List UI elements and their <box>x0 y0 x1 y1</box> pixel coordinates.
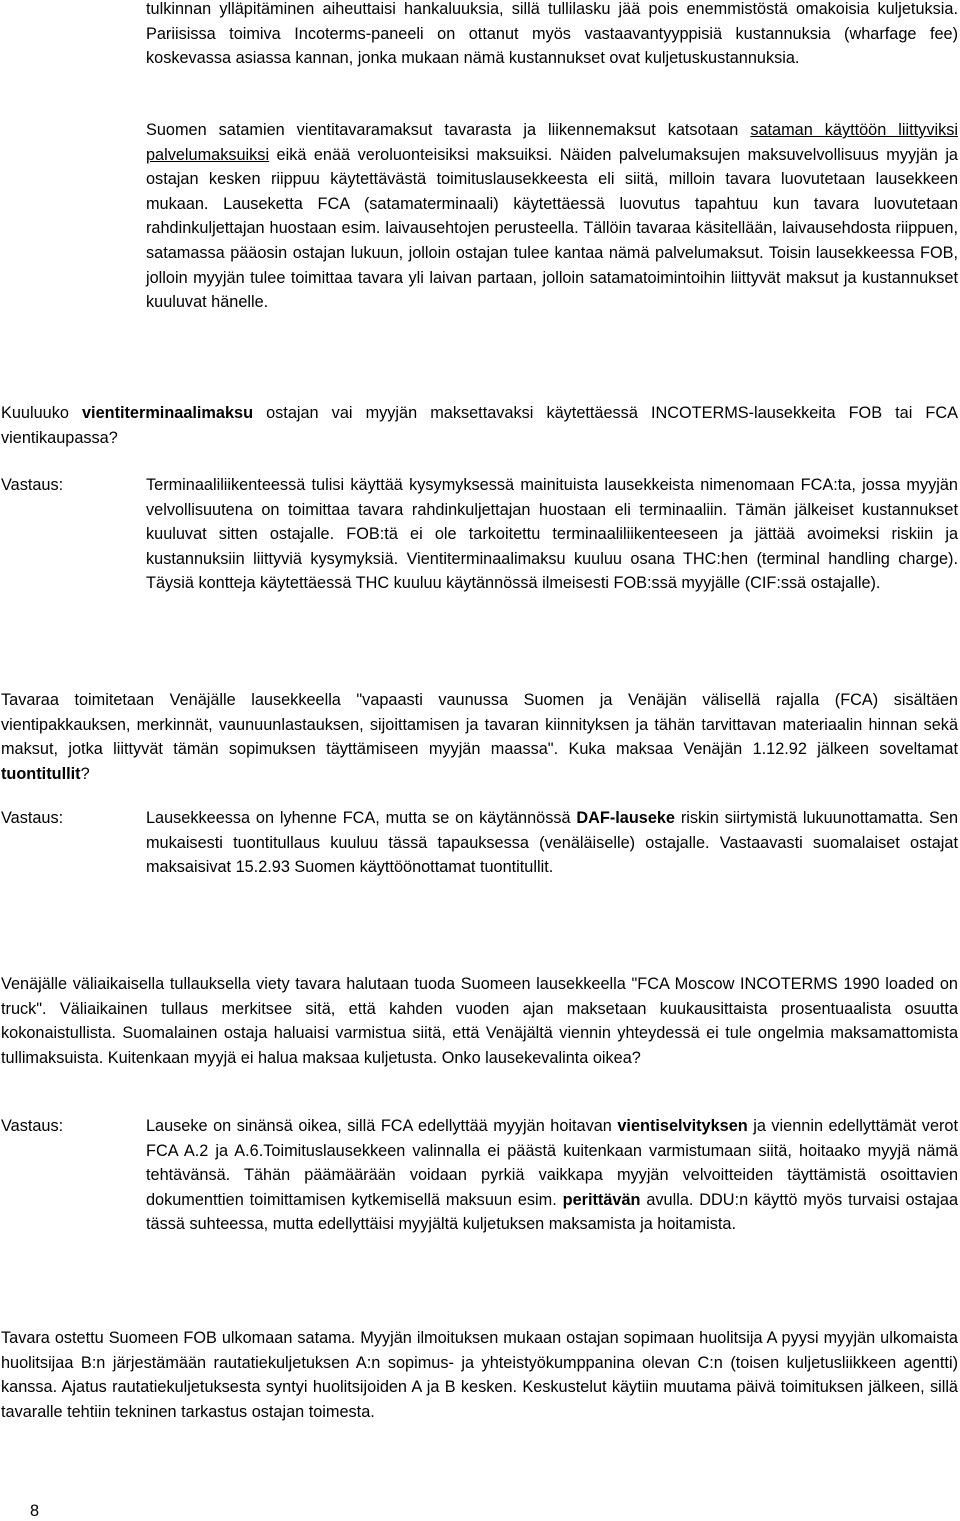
answer-1-text: Terminaaliliikenteessä tulisi käyttää kysymyksessä mainituista lausekkeista nimenomaan FCA:ta, jossa myyjän velvollisuutena on toimittaa tavara rahdinkuljettajan huostaan eli terminaaliin. Tämän jälkeiset kustannukset kuuluvat sitten ostajalle. FOB:tä ei ole tarkoitettu terminaaliliikenteeseen ja jättää avoimeksi riskiin ja kustannuksiin liittyviä kysymyksiä. Vientiterminaalimaksu kuuluu osana THC:hen (terminal handling charge). Täysiä kontteja käytettäessä THC kuuluu käytännössä ilmeisesti FOB:ssä myyjälle (CIF:ssä ostajalle). <box>146 476 958 593</box>
page-number: 8 <box>30 1502 40 1520</box>
question-3 <box>1 972 958 1070</box>
intro-text-1: tulkinnan ylläpitäminen aiheuttaisi hankaluuksia, sillä tullilasku jää pois enemmistöstä omakoisia kuljetuksia. Pariisissa toimiva Incoterms-paneeli on ottanut myös vastaavantyyppisiä kustannuksia (wharfage fee) koskevassa asiassa kannan, jonka mukaan nämä kustannukset ovat kuljetuskustannuksia. <box>146 0 958 68</box>
question-1-text-a: Kuuluuko <box>1 404 82 422</box>
intro-text-2 <box>146 118 958 315</box>
answer-3-text-c: avulla. DDU:n käyttö myös turvaisi ostajaa tässä suhteessa, mutta edellyttäisi myyjältä kuljetuksen maksamista ja hoitamista. <box>146 1190 959 1234</box>
answer-2-bold: DAF-lauseke <box>576 809 675 827</box>
intro-paragraph-1 <box>146 0 958 71</box>
question-2-text-a: Tavaraa toimitetaan Venäjälle lausekkeella "vapaasti vaunussa Suomen ja Venäjän välisellä rajalla (FCA) sisältäen vientipakkauksen, merkinnät, vaunuunlastauksen, sijoittamisen ja tavaran kiinnityksen ja tähän tarvittavan materiaalin hinnan sekä maksut, jotka liittyvät tämän sopimuksen täyttämiseen myyjän maassa". Kuka maksaa Venäjän 1.12.92 jälkeen soveltamat <box>1 691 958 759</box>
intro-text-2b: eikä enää veroluonteisiksi maksuiksi. Näiden palvelumaksujen maksuvelvollisuus myyjän ja ostajan kesken riippuu käytettävästä toimituslausekkeesta eli siitä, milloin tavara luovutetaan lausekkeen mukaan. Lauseketta FCA (satamaterminaali) käytettäessä luovutus tapahtuu kun tavara luovutetaan rahdinkuljettajan huostaan esim. laivausehtojen perusteella. Tällöin tavaraa käsitellään, laivausehdosta riippuen, satamassa pääosin ostajan lukuun, jolloin ostajan tulee kantaa nämä palvelumaksut. Toisin lausekkeessa FOB, jolloin myyjän tulee toimittaa tavara yli laivan partaan, jolloin satamatoimintoihin liittyvät maksut ja kustannukset kuuluvat hänelle. <box>146 145 958 312</box>
answer-3-bold-2: perittävän <box>562 1190 641 1209</box>
question-4 <box>1 1326 958 1424</box>
answer-3-text-b: ja viennin edellyttämät verot FCA A.2 ja A.6.Toimituslausekkeen valinnalla ei päästä kuitenkaan varmistumaan siitä, hoitaako myyjä nämä tehtävänsä. Tähän päämäärään voidaan pyrkiä vaikkapa myyjän velvoitteiden täyttämistä osoittavien dokumenttien toimittamisen kytkemisellä maksuun esim. <box>146 1117 958 1209</box>
answer-3-label: Vastaus: <box>1 1117 64 1135</box>
answer-3 <box>146 1114 958 1237</box>
answer-2-label: Vastaus: <box>1 809 64 827</box>
answer-3-text <box>146 1114 958 1237</box>
question-1-bold: vientiterminaalimaksu <box>81 404 254 422</box>
question-1 <box>1 401 958 450</box>
answer-2-text-a: Lausekkeessa on lyhenne FCA, mutta se on käytännössä <box>146 809 577 827</box>
answer-2 <box>146 806 958 880</box>
question-3-text: Venäjälle väliaikaisella tullauksella viety tavara halutaan tuoda Suomeen lausekkeella "FCA Moscow INCOTERMS 1990 loaded on truck". Väliaikainen tullaus merkitsee sitä, että kahden vuoden ajan maksetaan kuukausittaista prosentuaalista osuutta kokonaistullista. Suomalainen ostaja haluaisi varmistua siitä, että Venäjältä viennin yhteydessä ei tule ongelmia maksamattomista tullimaksuista. Kuitenkaan myyjä ei halua maksaa kuljetusta. Onko lausekevalinta oikea? <box>1 975 958 1067</box>
question-4-text: Tavara ostettu Suomeen FOB ulkomaan satama. Myyjän ilmoituksen mukaan ostajan sopimaan huolitsija A pyysi myyjän ulkomaista huolitsijaa B:n järjestämään rautatiekuljetuksen A:n sopimus- ja yhteistyökumppanina olevan C:n (toisen kuljetusliikkeen agentti) kanssa. Ajatus rautatiekuljetuksesta syntyi huolitsijoiden A ja B kesken. Keskustelut käytiin muutama päivä toimituksen jälkeen, sillä tavaralle tehtiin tekninen tarkastus ostajan toimesta. <box>1 1329 958 1421</box>
question-2-text-b: ? <box>80 764 90 783</box>
intro-text-2a: Suomen satamien vientitavaramaksut tavarasta ja liikennemaksut katsotaan <box>146 121 751 139</box>
answer-2-text-b: riskin siirtymistä lukuunottamatta. Sen mukaisesti tuontitullaus kuuluu tässä tapauksessa (venäläiselle) ostajalle. Vastaavasti suomalaiset ostajat maksaisivat 15.2.93 Suomen käyttöönottamat tuontitullit. <box>146 809 958 877</box>
answer-3-bold-1: vientiselvityksen <box>617 1117 748 1135</box>
intro-text-2-underlined: sataman käyttöön liittyviksi palvelumaksuiksi <box>146 121 958 164</box>
question-1-text <box>1 401 958 450</box>
answer-3-text-a: Lauseke on sinänsä oikea, sillä FCA edellyttää myyjän hoitavan <box>146 1117 618 1135</box>
question-2 <box>1 688 958 786</box>
question-1-text-b: ostajan vai myyjän maksettavaksi käytettäessä INCOTERMS-lausekkeita FOB tai FCA vientikaupassa? <box>1 404 958 447</box>
intro-paragraph-2 <box>146 118 958 315</box>
answer-1-label: Vastaus: <box>1 476 64 494</box>
answer-2-text <box>146 806 958 880</box>
question-2-text <box>1 688 958 786</box>
question-2-bold: tuontitullit <box>1 764 81 783</box>
answer-1 <box>146 473 958 596</box>
